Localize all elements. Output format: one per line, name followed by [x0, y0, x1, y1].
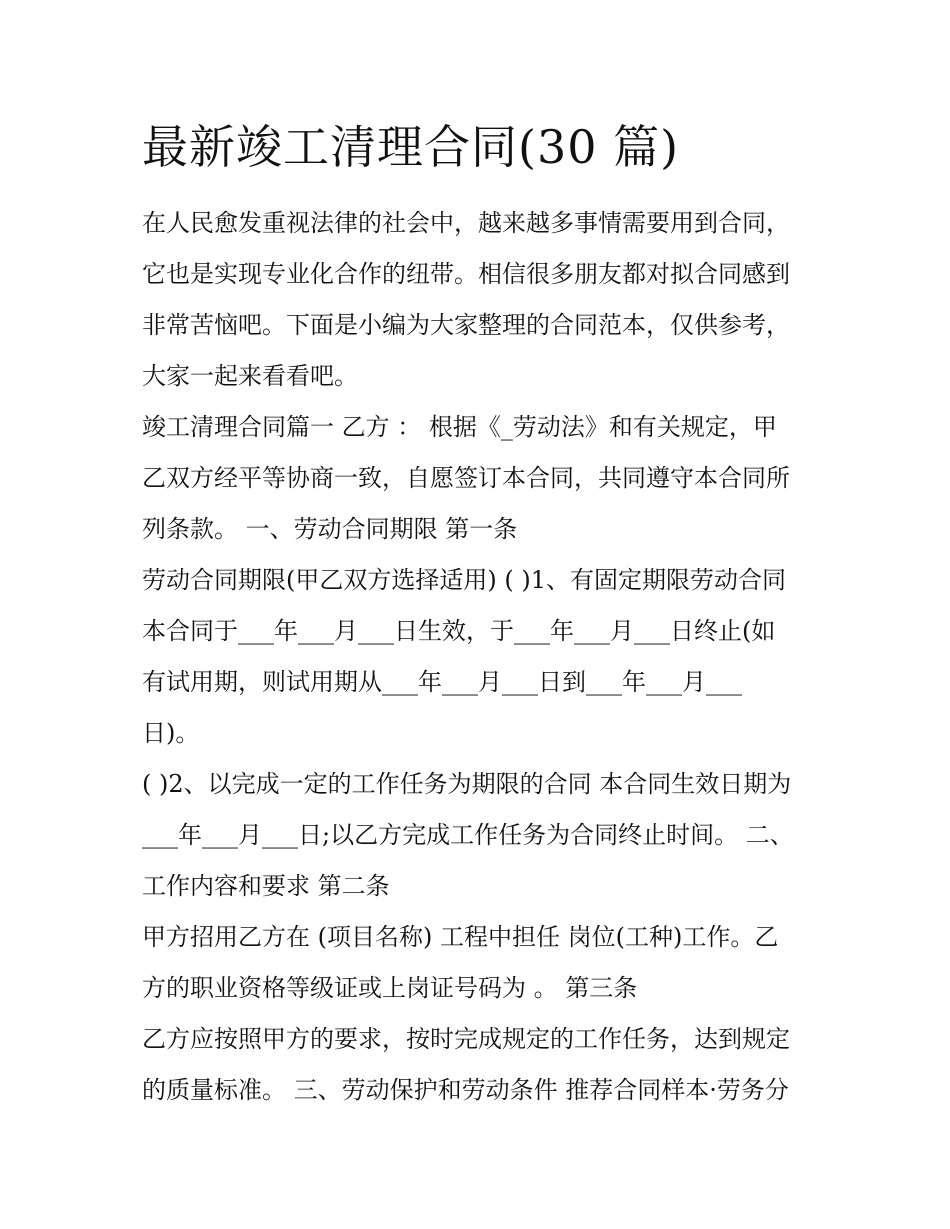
text-line: ___年___月___日;以乙方完成工作任务为合同终止时间。 二、: [142, 821, 794, 849]
text-line: 在人民愈发重视法律的社会中，越来越多事情需要用到合同，: [142, 209, 790, 237]
text-line: 乙双方经平等协商一致，自愿签订本合同，共同遵守本合同所: [142, 464, 790, 492]
document-body: [142, 198, 822, 1116]
text-line: 非常苦恼吧。下面是小编为大家整理的合同范本，仅供参考，: [142, 311, 790, 339]
document-title: 最新竣工清理合同(30 篇): [142, 120, 680, 174]
text-line: 它也是实现专业化合作的纽带。相信很多朋友都对拟合同感到: [142, 260, 790, 288]
text-line: 本合同于___年___月___日生效，于___年___月___日终止(如: [142, 617, 776, 645]
text-line: 方的职业资格等级证或上岗证号码为 。 第三条: [142, 974, 638, 1002]
text-line: 甲方招用乙方在 (项目名称) 工程中担任 岗位(工种)工作。乙: [142, 923, 779, 951]
text-line: 乙方应按照甲方的要求，按时完成规定的工作任务，达到规定: [142, 1025, 790, 1053]
text-line: 列条款。 一、劳动合同期限 第一条: [142, 515, 518, 543]
text-line: 大家一起来看看吧。: [142, 362, 358, 390]
text-line: 日)。: [142, 719, 200, 747]
text-line: 劳动合同期限(甲乙双方选择适用) ( )1、有固定期限劳动合同: [142, 566, 786, 594]
text-line: ( )2、以完成一定的工作任务为期限的合同 本合同生效日期为: [142, 770, 792, 798]
text-line: 有试用期，则试用期从___年___月___日到___年___月___: [142, 668, 742, 696]
text-line: 的质量标准。 三、劳动保护和劳动条件 推荐合同样本·劳务分: [142, 1076, 789, 1104]
text-line: 竣工清理合同篇一 乙方 ： 根据《_劳动法》和有关规定，甲: [142, 413, 777, 441]
text-line: 工作内容和要求 第二条: [142, 872, 390, 900]
